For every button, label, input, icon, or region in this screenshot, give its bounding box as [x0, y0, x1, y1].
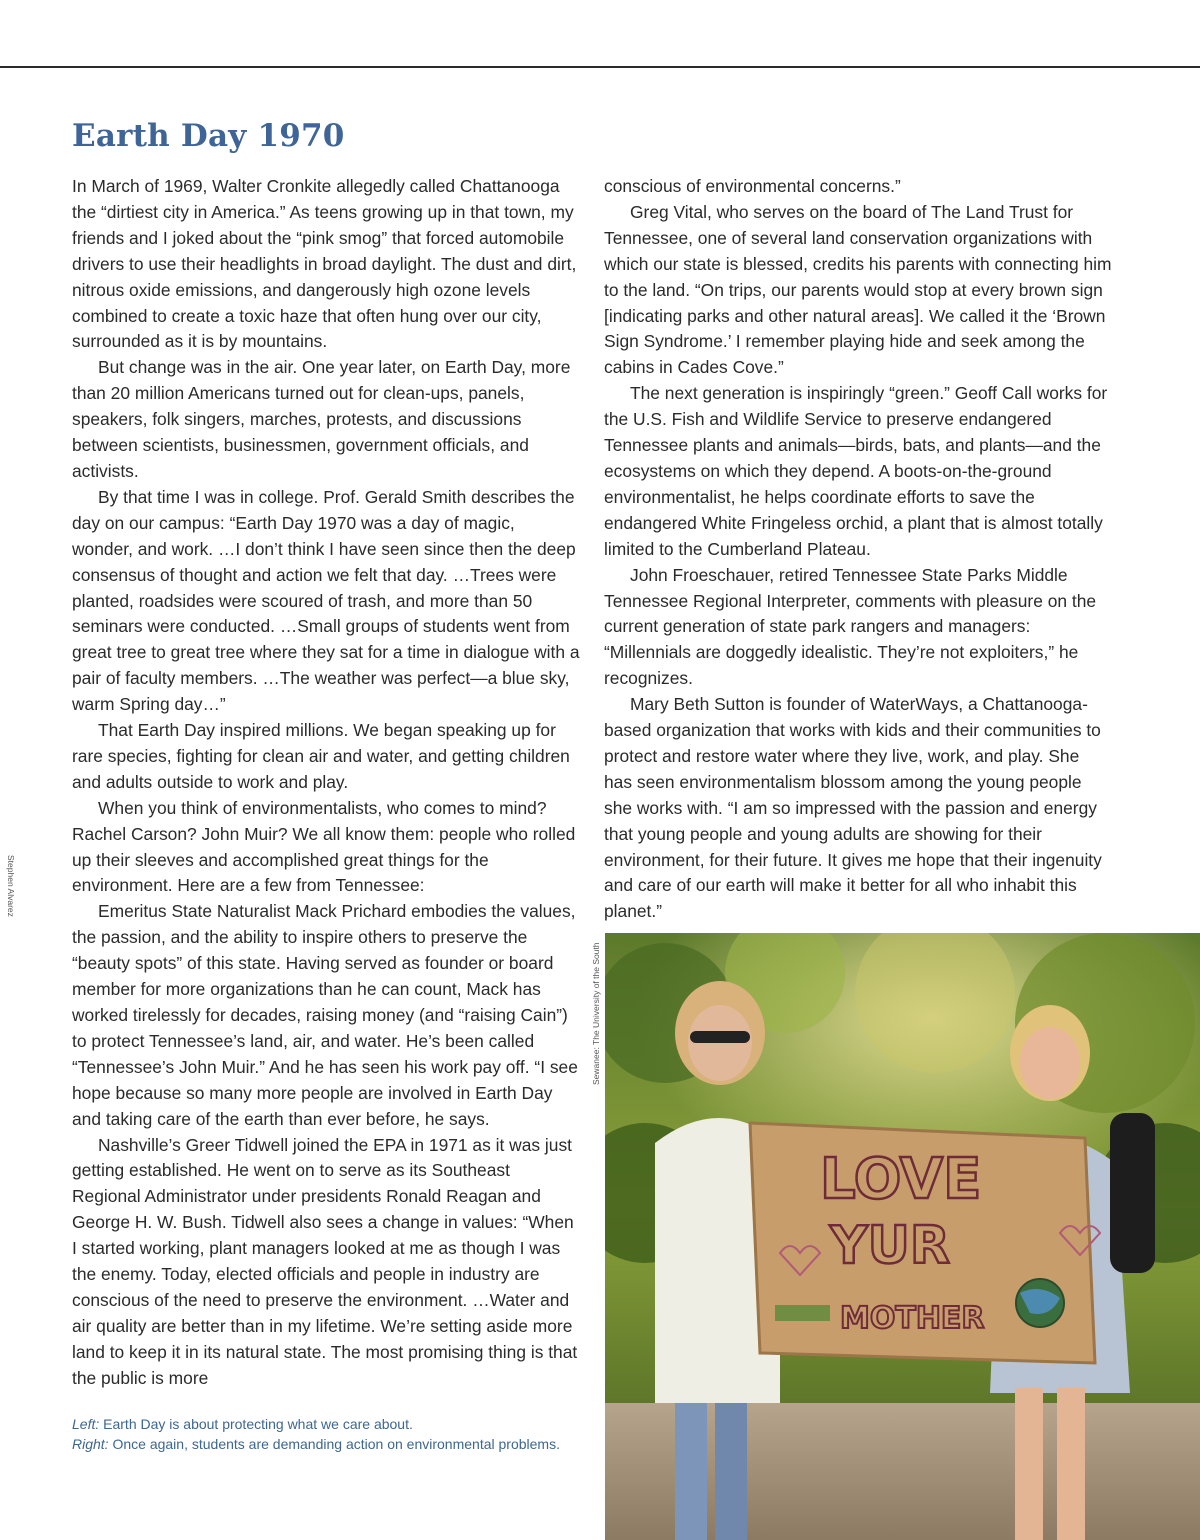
caption-lead: Left: [72, 1416, 100, 1432]
caption-lead: Right: [72, 1436, 109, 1452]
left-column [72, 174, 580, 1392]
sign-word: LOVE [820, 1147, 982, 1212]
paragraph: Nashville’s Greer Tidwell joined the EPA in 1971 as it was just getting established. He went on to serve as its Southeast Regional Administrator under presidents Ronald Reagan and George H. W. Bush. Tidwell also sees a change in values: “When I started working, plant managers looked at me as though I was the enemy. Today, elected officials and people in industry are conscious of the need to preserve the environment. …Water and air quality are better than in my lifetime. We’re setting aside more land to keep it in its natural state. The most promising thing is that the public is more [72, 1134, 578, 1388]
caption-left [72, 1414, 582, 1434]
paragraph: In March of 1969, Walter Cronkite allegedly called Chattanooga the “dirtiest city in America.” As teens growing up in that town, my friends and I joked about the “pink smog” that forced automobile drivers to use their headlights in broad daylight. The dust and dirt, nitrous oxide emissions, and dangerously high ozone levels combined to create a toxic haze that often hung over our city, surrounded as it is by mountains. [72, 176, 577, 352]
caption-text: Once again, students are demanding action on environmental problems. [108, 1436, 560, 1452]
right-column [604, 174, 1112, 925]
top-rule [0, 66, 1200, 68]
paragraph: John Froeschauer, retired Tennessee State Parks Middle Tennessee Regional Interpreter, comments with pleasure on the current generation of state park rangers and managers: “Millennials are doggedly idealistic. They’re not exploiters,” he recognizes. [604, 564, 1097, 689]
paragraph: That Earth Day inspired millions. We began speaking up for rare species, fighting for clean air and water, and getting children and adults outside to work and play. [72, 720, 570, 792]
paragraph: When you think of environmentalists, who comes to mind? Rachel Carson? John Muir? We all know them: people who rolled up their sleeves and accomplished great things for the environment. Here are a few from Tennessee: [72, 797, 576, 896]
article-title: Earth Day 1970 [72, 118, 345, 154]
paragraph: Mary Beth Sutton is founder of WaterWays, a Chattanooga-based organization that works with kids and their communities to protect and restore water where they live, work, and play. She has seen environmentalism blossom among the young people she works with. “I am so impressed with the passion and energy that young people and young adults are showing for their environment, for their future. It gives me hope that their ingenuity and care of our earth will make it better for all who inhabit this planet.” [604, 694, 1102, 922]
paragraph: Greg Vital, who serves on the board of The Land Trust for Tennessee, one of several land conservation organizations with which our state is blessed, credits his parents with connecting him to the land. “On trips, our parents would stop at every brown sign [indicating parks and other natural areas]. We called it the ‘Brown Sign Syndrome.’ I remember playing hide and seek among the cabins in Cades Cove.” [604, 201, 1112, 378]
caption-right [72, 1434, 582, 1454]
photo-credit-right: Sewanee: The University of the South [591, 942, 601, 1085]
paragraph: By that time I was in college. Prof. Gerald Smith describes the day on our campus: “Earth Day 1970 was a day of magic, wonder, and work. …I don’t think I have seen since then the deep consensus of thought and action we felt that day. …Trees were planted, roadsides were scoured of trash, and more than 50 seminars were conducted. …Small groups of students went from great tree to great tree where they sat for a time in dialogue with a pair of faculty members. …The weather was perfect—a blue sky, warm Spring day…” [72, 486, 580, 715]
photo-credit-left: Stephen Alvarez [6, 855, 16, 917]
caption-text: Earth Day is about protecting what we care about. [99, 1416, 413, 1432]
sign-word: YUR [830, 1216, 950, 1276]
paragraph: The next generation is inspiringly “green.” Geoff Call works for the U.S. Fish and Wildlife Service to preserve endangered Tennessee plants and animals—birds, bats, and plants—and the ecosystems on which they depend. A boots-on-the-ground environmentalist, he helps coordinate efforts to save the endangered White Fringeless orchid, a plant that is almost totally limited to the Cumberland Plateau. [604, 383, 1108, 559]
students-photo [605, 933, 1200, 1540]
paragraph: Emeritus State Naturalist Mack Prichard embodies the values, the passion, and the ability to inspire others to preserve the “beauty spots” of this state. Having served as founder or board member for more organizations than he can count, Mack has worked tirelessly for decades, raising money (and “raising Cain”) to protect Tennessee’s land, air, and water. He’s been called “Tennessee’s John Muir.” And he has seen his work pay off. “I see hope because so many more people are involved in Earth Day and taking care of the earth than ever before, he says. [72, 901, 578, 1129]
sign-word: MOTHER [840, 1301, 985, 1336]
photo-captions [72, 1414, 582, 1454]
paragraph: conscious of environmental concerns.” [604, 176, 901, 196]
paragraph: But change was in the air. One year later, on Earth Day, more than 20 million Americans turned out for clean-ups, panels, speakers, folk singers, marches, protests, and discussions between scientists, businessmen, government officials, and activists. [72, 357, 571, 481]
